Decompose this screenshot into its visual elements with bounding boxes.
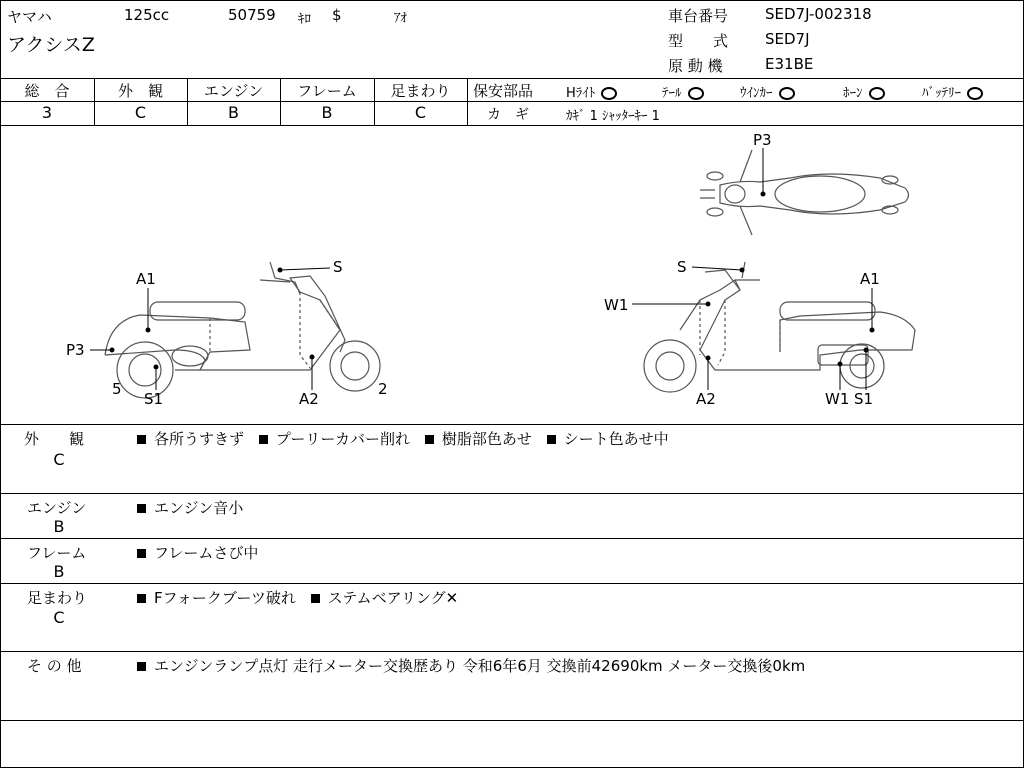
label-a1-right: A1: [860, 270, 880, 288]
grade-label-exterior: 外 観: [117, 82, 163, 100]
safety-item-winker: ｳｲﾝｶｰ: [740, 82, 795, 101]
label-5: 5: [112, 380, 122, 398]
note-item: フレームさび中: [154, 544, 259, 562]
note-items-suspension: [137, 587, 458, 608]
safety-item-battery: ﾊﾞｯﾃﾘｰ: [922, 82, 983, 101]
maker: ヤマハ: [7, 8, 52, 26]
safety-item-headlight: Hﾗｲﾄ: [566, 82, 617, 101]
grade-label-frame: フレーム: [297, 82, 357, 100]
label-a2-left: A2: [299, 390, 319, 408]
note-items-other: [137, 655, 805, 676]
divider: [0, 583, 1024, 584]
grade-label-suspension: 足まわり: [390, 82, 451, 100]
divider: [0, 493, 1024, 494]
divider: [0, 101, 1024, 102]
safety-label: 保安部品: [473, 82, 534, 100]
note-item: プーリーカバー削れ: [275, 430, 411, 448]
note-items-exterior: [137, 428, 669, 449]
frame-no-label: 車台番号: [668, 7, 729, 25]
divider: [0, 651, 1024, 652]
note-label-exterior: 外 観: [24, 430, 85, 448]
divider: [0, 538, 1024, 539]
bullet-square-icon: [137, 549, 146, 558]
grade-label-overall: 総 合: [24, 82, 70, 100]
keys-label: カ ギ: [487, 107, 529, 123]
label-s-left: S: [333, 258, 343, 276]
bullet-square-icon: [137, 504, 146, 513]
dollar-mark: $: [332, 6, 342, 24]
divider: [0, 78, 1024, 79]
frame-no: SED7J-002318: [765, 5, 872, 23]
bullet-square-icon: [547, 435, 556, 444]
safety-item-tail: ﾃｰﾙ: [662, 82, 704, 101]
note-item: エンジン音小: [154, 499, 244, 517]
color: ｱｵ: [394, 11, 407, 26]
bullet-square-icon: [137, 594, 146, 603]
model-name: アクシスZ: [7, 34, 95, 56]
label-s1-right: S1: [854, 390, 874, 408]
note-label-suspension: 足まわり: [27, 589, 88, 607]
label-a2-right: A2: [696, 390, 716, 408]
divider: [0, 424, 1024, 425]
grade-label-engine: エンジン: [203, 82, 264, 100]
note-item: 樹脂部色あせ: [441, 430, 532, 448]
keys-value: ｶｷﾞ 1 ｼｬｯﾀｰｷｰ 1: [566, 109, 660, 124]
engine-label: 原 動 機: [668, 57, 723, 75]
bullet-square-icon: [137, 662, 146, 671]
note-item: シート色あせ中: [563, 430, 669, 448]
note-grade-exterior: C: [53, 450, 65, 469]
grade-value-frame: B: [321, 103, 333, 122]
label-a1-left: A1: [136, 270, 156, 288]
label-w1-right: W1: [604, 296, 629, 314]
ok-circle-icon: [601, 87, 617, 100]
note-item: ステムベアリング✕: [327, 589, 459, 607]
divider: [0, 720, 1024, 721]
ok-circle-icon: [688, 87, 704, 100]
label-p3-top: P3: [753, 131, 772, 149]
note-label-frame: フレーム: [27, 544, 87, 562]
note-item: 各所うすきず: [154, 430, 245, 448]
grade-value-overall: 3: [41, 103, 53, 122]
type-value: SED7J: [765, 30, 810, 48]
ok-circle-icon: [779, 87, 795, 100]
note-grade-suspension: C: [53, 608, 65, 627]
safety-item-horn: ﾎｰﾝ: [843, 82, 885, 101]
engine-value: E31BE: [765, 55, 814, 73]
note-grade-frame: B: [53, 562, 65, 581]
label-s1-left: S1: [144, 390, 164, 408]
note-item: エンジンランプ点灯 走行メーター交換歴あり 令和6年6月 交換前42690km メーター交換後0km: [154, 657, 806, 675]
label-2: 2: [378, 380, 388, 398]
ok-circle-icon: [967, 87, 983, 100]
top-view: [700, 150, 909, 235]
displacement: 125cc: [124, 6, 170, 24]
note-label-engine: エンジン: [27, 499, 87, 517]
label-w1b-right: W1: [825, 390, 850, 408]
label-p3-left: P3: [66, 341, 85, 359]
note-items-frame: [137, 542, 258, 563]
grade-value-suspension: C: [414, 103, 427, 122]
bullet-square-icon: [137, 435, 146, 444]
label-s-right: S: [677, 258, 687, 276]
bullet-square-icon: [259, 435, 268, 444]
ok-circle-icon: [869, 87, 885, 100]
note-items-engine: [137, 497, 243, 518]
bullet-square-icon: [311, 594, 320, 603]
note-label-other: そ の 他: [27, 657, 82, 675]
grade-value-exterior: C: [134, 103, 147, 122]
note-item: Fフォークブーツ破れ: [154, 589, 296, 607]
divider: [467, 78, 468, 125]
mileage-unit: ｷﾛ: [298, 12, 311, 27]
note-grade-engine: B: [53, 517, 65, 536]
mileage: 50759: [228, 6, 276, 24]
type-label: 型 式: [668, 32, 729, 50]
bullet-square-icon: [425, 435, 434, 444]
grade-value-engine: B: [228, 103, 239, 122]
